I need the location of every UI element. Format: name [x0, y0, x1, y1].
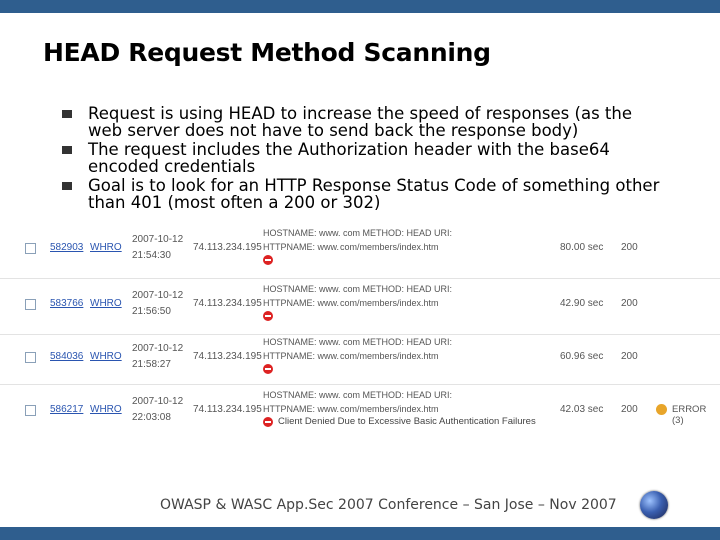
event-date: 2007-10-12: [132, 290, 184, 301]
slide-title: HEAD Request Method Scanning: [43, 38, 491, 67]
duration: 42.90 sec: [560, 298, 604, 309]
uri-path: com/members/index.htm: [340, 242, 439, 252]
error-icon: [263, 311, 273, 321]
log-screenshot: [0, 222, 720, 432]
source-link[interactable]: WHRO: [90, 404, 122, 415]
source-link[interactable]: WHRO: [90, 298, 122, 309]
bottom-accent-bar: [0, 527, 720, 540]
http-name: HTTPNAME: www.: [263, 298, 340, 308]
status-code: 200: [621, 351, 638, 362]
http-name: HTTPNAME: www.: [263, 351, 340, 361]
error-message: Client Denied Due to Excessive Basic Authentication Failures: [278, 416, 536, 427]
error-icon: [263, 255, 273, 265]
table-row: [0, 334, 720, 388]
row-divider: [0, 278, 720, 279]
status-code: 200: [621, 242, 638, 253]
top-accent-bar: [0, 0, 720, 13]
error-icon: [263, 364, 273, 374]
request-line: HOSTNAME: www. com METHOD: HEAD URI:: [263, 228, 453, 238]
source-link[interactable]: WHRO: [90, 242, 122, 253]
globe-logo-icon: [640, 491, 668, 519]
row-checkbox[interactable]: [25, 352, 36, 363]
bullet-item: The request includes the Authorization header with the base64 encoded credentials: [62, 141, 702, 175]
table-row: [0, 278, 720, 332]
bullet-list: [62, 105, 702, 213]
status-code: 200: [621, 404, 638, 415]
status-code: 200: [621, 298, 638, 309]
request-line: HOSTNAME: www. com METHOD: HEAD URI:: [263, 284, 453, 294]
warning-icon: [656, 404, 667, 415]
ip-address: 74.113.234.195: [193, 351, 262, 362]
bullet-square-icon: [62, 110, 72, 118]
bullet-item: Goal is to look for an HTTP Response Status Code of something other than 401 (most often a 200 or 302): [62, 177, 702, 211]
ip-address: 74.113.234.195: [193, 404, 262, 415]
row-divider: [0, 384, 720, 385]
bullet-square-icon: [62, 146, 72, 154]
request-line: HOSTNAME: www. com METHOD: HEAD URI:: [263, 390, 453, 400]
http-name: HTTPNAME: www.: [263, 242, 340, 252]
duration: 80.00 sec: [560, 242, 604, 253]
error-count: ERROR (3): [672, 404, 707, 426]
event-time: 22:03:08: [132, 412, 171, 423]
uri-path: com/members/index.htm: [340, 404, 439, 414]
ip-address: 74.113.234.195: [193, 298, 262, 309]
uri-path: com/members/index.htm: [340, 298, 439, 308]
table-row: [0, 222, 720, 276]
event-id-link[interactable]: 586217: [50, 404, 84, 415]
event-time: 21:56:50: [132, 306, 171, 317]
uri-path: com/members/index.htm: [340, 351, 439, 361]
ip-address: 74.113.234.195: [193, 242, 262, 253]
slide-footer: OWASP & WASC App.Sec 2007 Conference – San Jose – Nov 2007: [160, 497, 617, 513]
request-line: HOSTNAME: www. com METHOD: HEAD URI:: [263, 337, 453, 347]
event-id-link[interactable]: 582903: [50, 242, 84, 253]
row-checkbox[interactable]: [25, 243, 36, 254]
event-id-link[interactable]: 583766: [50, 298, 84, 309]
event-time: 21:58:27: [132, 359, 171, 370]
bullet-square-icon: [62, 182, 72, 190]
bullet-item: Request is using HEAD to increase the speed of responses (as the web server does not have to send back the response body): [62, 105, 702, 139]
row-checkbox[interactable]: [25, 299, 36, 310]
event-date: 2007-10-12: [132, 234, 184, 245]
event-date: 2007-10-12: [132, 396, 184, 407]
duration: 42.03 sec: [560, 404, 604, 415]
table-row: [0, 384, 720, 438]
row-checkbox[interactable]: [25, 405, 36, 416]
event-date: 2007-10-12: [132, 343, 184, 354]
duration: 60.96 sec: [560, 351, 604, 362]
event-time: 21:54:30: [132, 250, 171, 261]
row-divider: [0, 334, 720, 335]
error-icon: [263, 417, 273, 427]
source-link[interactable]: WHRO: [90, 351, 122, 362]
http-name: HTTPNAME: www.: [263, 404, 340, 414]
event-id-link[interactable]: 584036: [50, 351, 84, 362]
